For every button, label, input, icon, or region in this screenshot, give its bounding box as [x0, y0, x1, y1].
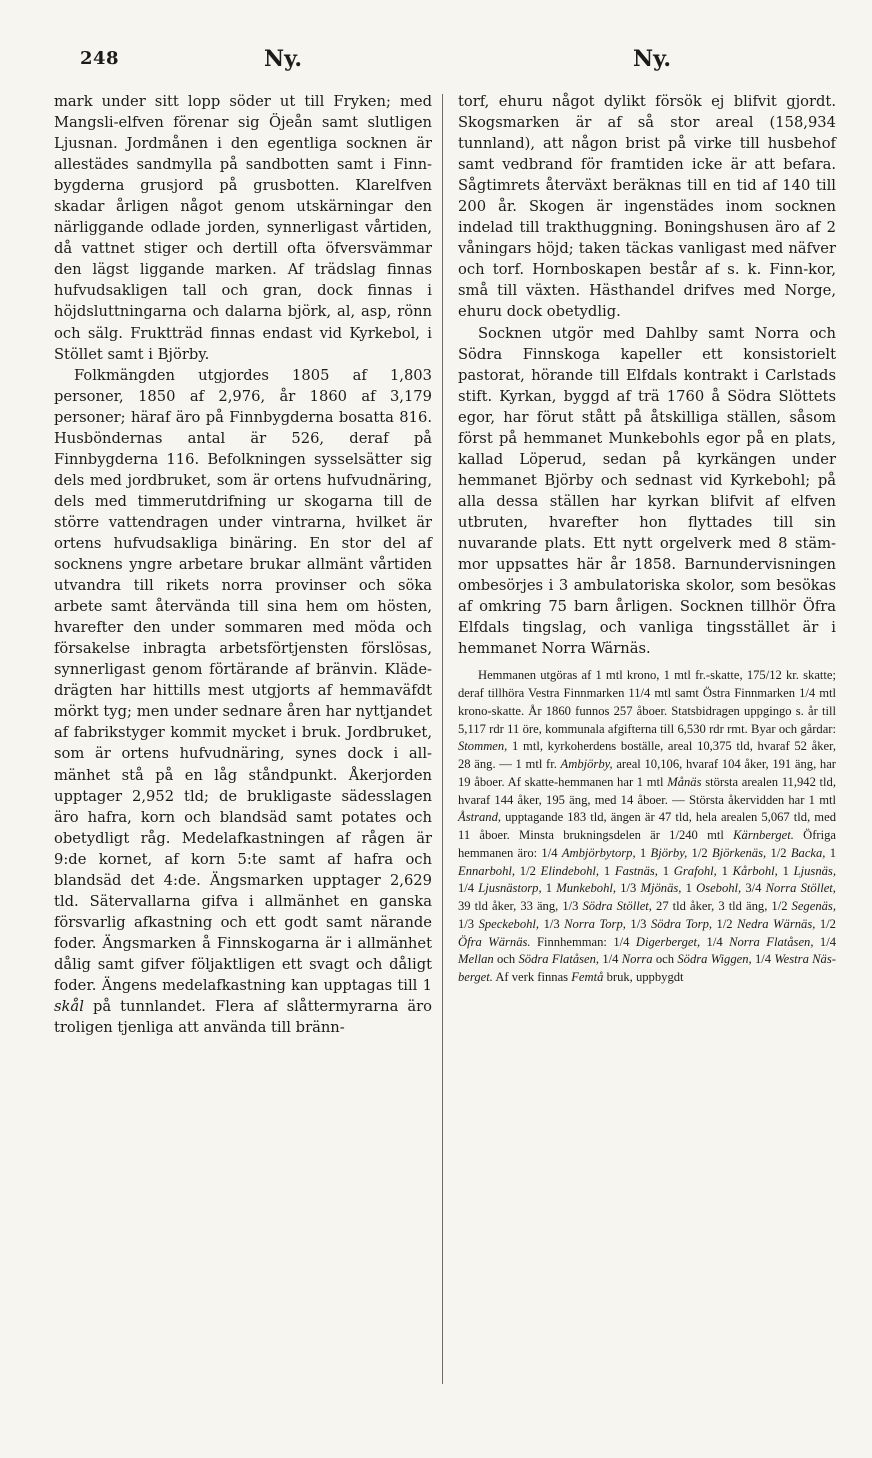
- fine-italic: Björby,: [650, 845, 688, 860]
- fine-text: mtl samt Östra Finnmarken: [654, 686, 796, 701]
- fine-text: 1: [603, 863, 611, 878]
- fine-italic: Ljusnäs,: [793, 863, 836, 878]
- fine-italic: Elindebohl,: [540, 863, 600, 878]
- left-paragraph-2-end: på tunnlandet. Flera af slåttermyrarna äro troligen tjenliga att använda till bränn-: [54, 998, 433, 1037]
- fine-italic: Westra Näsberget.: [458, 952, 836, 985]
- fine-fraction: 5/12: [759, 668, 782, 683]
- fine-fraction: 1/2: [771, 899, 788, 914]
- fine-fraction: 1/4: [706, 934, 723, 949]
- page-number: 248: [80, 48, 120, 69]
- fine-italic: Månäs: [667, 774, 702, 789]
- fine-fraction: 1/4: [819, 934, 837, 949]
- fine-italic: Ambjörby,: [560, 757, 613, 772]
- fine-italic: Grafohl,: [673, 863, 717, 878]
- fine-italic: Speckebohl,: [478, 916, 540, 931]
- fine-italic: Munkebohl,: [556, 881, 617, 896]
- fine-text: Finnhemman:: [536, 934, 607, 949]
- fine-fraction: 1/4: [799, 686, 816, 701]
- fine-italic: Norra Torp,: [564, 916, 626, 931]
- footnote-paragraph: [458, 667, 836, 987]
- right-paragraph-2: Socknen utgör med Dahlby samt Norra och Södra Finnskoga kapeller ett konsistorielt pastorat, hörande till Elfdals kontrakt i Carlstads stift. Kyrkan, byggd af trä 1760 å Södra Slöttets egor, har förut stått på åtskilliga ställen, såsom först på hemmanet Munkebohls egor på en plats, kallad Löperud, sedan på kyrkängen under hemmanet Björby och sednast vid Kyrkebohl; på alla dessa ställen har kyrkan blifvit af elfven utbruten, hvarefter hon flyttades till sin nuvarande plats. Ett nytt orgelverk med 8 stämmor uppsattes här år 1858. Barnundervisningen ombesörjes i 3 ambulatoriska skolor, som besökas af omkring 75 barn årligen. Socknen tillhör Öfra Elfdals tingslag, och vanliga tingsstället är i hemmanet Norra Wärnäs.: [458, 324, 836, 658]
- running-header: [56, 48, 812, 78]
- left-paragraph-2-text: Folkmängden utgjordes 1805 af 1,803 personer, 1850 af 2,976, år 1860 af 3,179 personer; häraf äro på Finnbygderna bosatta 816. Husböndernas antal är 526, deraf på Finnbygderna 116. Befolkningen sysselsätter sig dels med jordbruket, som är ortens hufvudnäring, dels med timmerutdrifning ur skogarna till de större vattendragen under vintrarna, hvilket är ortens hufvudsakliga binäring. En stor del af socknens yngre arbetare brukar allmänt vårtiden utvandra till rikets norra provinser och söka arbete samt återvända till sina hem om hösten, hvarefter den under sommaren med möda och försakelse inbragta arbetsförtjensten förslösas, synnerligast genom förtärande af bränvin. Klädedrägten har hittills mest utgjorts af hemmaväfdt mörkt tyg; men under sednare åren har nyttjandet af fabrikstyger kommit mycket i bruk. Jordbruket, som är ortens hufvudnäring, synes dock i allmänhet stå på en låg ståndpunkt. Åkerjorden upptager 2,952 tld; de brukligaste sädesslagen äro hafra, korn och blandsäd samt potates och obetydligt råg. Medelafkastningen af rågen är 9:de kornet, af korn 5:te samt af hafra och blandsäd det 4:de. Ängsmarken upptager 2,629 tld. Sätervallarna gifva i allmänhet en ganska försvarlig afkastning och ett godt samt närande foder. Ängsmarken å Finnskogarna är i allmänhet dålig samt gifver följaktligen ett svagt och dåligt foder. Ängens medelafkastning kan upptagas till 1: [54, 366, 432, 994]
- fine-text: mtl krono-skatte. År 1860 funnos 257 åboer. Statsbidragen uppgingo s. år till 5,117 rdr 11 öre, kommunala afgifterna till 6,530 rdr rmt. Byar och gårdar:: [458, 686, 836, 736]
- fine-italic: Södra Flatåsen,: [518, 952, 600, 967]
- fine-italic: Digerberget,: [635, 934, 701, 949]
- fine-fraction: 1/3: [458, 916, 475, 931]
- fine-text: Öfriga hemmanen äro:: [458, 828, 837, 860]
- fine-italic: Öfra Wärnäs.: [458, 934, 531, 949]
- fine-fraction: 1/4: [613, 934, 630, 949]
- fine-fraction: 1/2: [691, 845, 708, 860]
- right-paragraph-1: torf, ehuru något dylikt försök ej blifvit gjordt. Skogsmarken är af så stor areal (158,934 tunnland), att någon brist på virke till husbehof samt vedbrand för framtiden icke är att befara. Sågtimrets återväxt beräknas till en tid af 140 till 200 år. Skogen är ingenstädes inom socknen indelad till trakthuggning. Boningshusen äro af 2 våningars höjd; taken täckas vanligast med näfver och torf. Hornboskapen består af s. k. Finn-kor, små till växten. Hästhandel drifves med Norge, ehuru dock obetydlig.: [458, 93, 836, 321]
- fine-italic: Stommen,: [458, 739, 508, 754]
- fine-text: och: [496, 952, 516, 967]
- fine-text: 1: [782, 863, 789, 878]
- fine-text: 1: [685, 881, 692, 896]
- fine-text: kr. skatte; deraf tillhöra Vestra Finnmarken 1: [458, 668, 837, 701]
- fine-text: Hemmanen utgöras af 1 mtl krono, 1 mtl fr.-skatte, 17: [478, 668, 760, 683]
- fine-text: 1: [662, 863, 670, 878]
- fine-text: 39 tld åker, 33 äng,: [458, 899, 559, 914]
- fine-fraction: 1/4: [602, 952, 619, 967]
- fine-fraction: 1/240: [669, 828, 698, 843]
- fine-italic: Kärnberget.: [733, 828, 794, 843]
- fine-italic: Södra Stöllet,: [582, 899, 652, 914]
- fine-fraction: 1/3: [620, 881, 637, 896]
- fine-fraction: 1/2: [716, 916, 733, 931]
- fine-fraction: 3/4: [745, 881, 762, 896]
- fine-italic: Björkenäs,: [711, 845, 767, 860]
- fine-text: 1: [721, 863, 728, 878]
- left-paragraph-2: [54, 365, 432, 1039]
- fine-fraction: 1/4: [541, 845, 558, 860]
- fine-text: största arealen 11,942 tld, hvaraf 144 åker, 195 äng, med 14 åboer. — Största åkervidden har 1 mtl: [458, 774, 836, 807]
- fine-italic: Femtå: [571, 970, 604, 985]
- fine-fraction: 1/2: [770, 845, 787, 860]
- fine-fraction: 1/3: [562, 899, 579, 914]
- fine-italic: Södra Torp,: [650, 916, 713, 931]
- fine-italic: Osebohl,: [696, 881, 742, 896]
- fine-italic: Ennarbohl,: [458, 863, 516, 878]
- fine-italic: Kårbohl,: [732, 863, 778, 878]
- fine-fraction: 1/3: [630, 916, 647, 931]
- fine-text: 1: [829, 845, 837, 860]
- head-word-right: Ny.: [633, 46, 672, 72]
- fine-text: Af verk finnas: [495, 970, 569, 985]
- right-column: [458, 91, 836, 987]
- fine-text: 1 mtl, kyrkoherdens boställe, areal 10,375 tld, hvaraf 52 åker, 28 äng. — 1 mtl fr.: [458, 739, 836, 772]
- fine-fraction: 1/4: [754, 952, 772, 967]
- head-word-left: Ny.: [264, 46, 303, 72]
- fine-italic: Nedra Wärnäs,: [737, 916, 816, 931]
- fine-text: 27 tld åker, 3 tld äng,: [656, 899, 768, 914]
- fine-fraction: 1/4: [634, 686, 651, 701]
- fine-italic: Fastnäs,: [614, 863, 658, 878]
- fine-text: 1: [639, 845, 647, 860]
- left-paragraph-1: mark under sitt lopp söder ut till Fryken; med Mangsli-elfven förenar sig Öjeån samt slutligen Ljusnan. Jordmånen i den egentliga socknen är allestädes sandmylla på sandbotten samt i Finnbygderna grusjord på grusbotten. Klarelfven skadar årligen något genom utskärningar den närliggande odlade jorden, synnerligast vårtiden, då vattnet stiger och dertill ofta öfversvämmar den lägst liggande marken. Af trädslag finnas hufvudsakligen tall och gran, dock finnas i höjdsluttningarna och dalarna björk, al, asp, rönn och sälg. Fruktträd finnas endast vid Kyrkebol, i Stöllet samt i Björby.: [54, 93, 432, 363]
- column-divider: [442, 94, 443, 1384]
- fine-text: bruk, uppbygdt: [606, 970, 684, 985]
- fine-fraction: 1/2: [519, 863, 536, 878]
- fine-italic: Mjönäs,: [640, 881, 682, 896]
- fine-italic: Norra Stöllet,: [765, 881, 836, 896]
- fine-text: upptagande 183 tld, ängen är 47 tld, hela arealen 5,067 tld, med 11 åboer. Minsta brukningsdelen är: [458, 810, 836, 843]
- fine-italic: Segenäs,: [791, 899, 836, 914]
- fine-fraction: 1/3: [543, 916, 560, 931]
- fine-italic: Ljusnästorp,: [478, 881, 542, 896]
- fine-italic: Åstrand,: [458, 810, 502, 825]
- fine-fraction: 1/4: [458, 881, 475, 896]
- fine-italic: Norra: [621, 952, 653, 967]
- fine-text: och: [655, 952, 675, 967]
- fine-italic: Mellan: [458, 952, 494, 967]
- fine-italic: Norra Flatåsen,: [729, 934, 814, 949]
- fine-italic: Backa,: [790, 845, 826, 860]
- fine-italic: Ambjörbytorp,: [561, 845, 636, 860]
- left-paragraph-2-italic: skål: [54, 998, 84, 1016]
- fine-text: 1: [545, 881, 553, 896]
- fine-text: mtl: [707, 828, 724, 843]
- fine-fraction: 1/2: [819, 916, 836, 931]
- left-column: [54, 91, 432, 1038]
- fine-text: areal 10,106, hvaraf 104 åker, 191 äng, har 19 åboer. Af skatte-hemmanen har 1 mtl: [458, 757, 836, 789]
- fine-italic: Södra Wiggen,: [677, 952, 752, 967]
